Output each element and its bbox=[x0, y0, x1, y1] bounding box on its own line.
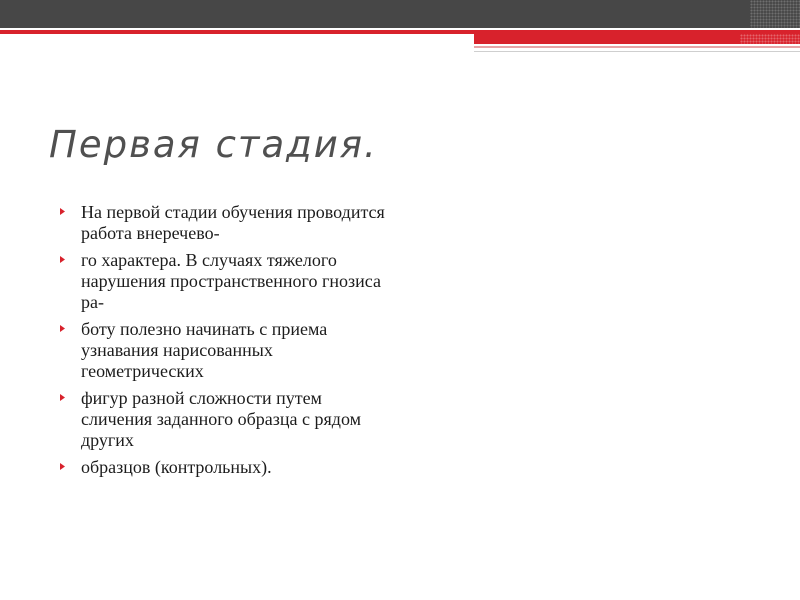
top-decorative-bar bbox=[0, 0, 800, 28]
bullet-text: образцов (контрольных). bbox=[81, 457, 272, 477]
slide-title: Первая стадия. bbox=[49, 123, 378, 166]
bullet-list bbox=[60, 202, 390, 484]
dot-pattern bbox=[750, 0, 800, 28]
triangle-bullet-icon bbox=[60, 325, 65, 332]
pink-accent-line bbox=[474, 46, 800, 48]
triangle-bullet-icon bbox=[60, 256, 65, 263]
bullet-item bbox=[60, 250, 390, 313]
triangle-bullet-icon bbox=[60, 463, 65, 470]
bullet-text: боту полезно начинать с приема узнавания нарисованных геометрических bbox=[81, 319, 328, 381]
bullet-text: го характера. В случаях тяжелого нарушения пространственного гнозиса ра- bbox=[81, 250, 381, 312]
bullet-text: фигур разной сложности путем сличения заданного образца с рядом других bbox=[81, 388, 361, 450]
bullet-item bbox=[60, 457, 390, 478]
dot-pattern bbox=[740, 34, 800, 44]
gray-accent-line bbox=[474, 51, 800, 52]
bullet-item bbox=[60, 388, 390, 451]
bullet-item bbox=[60, 319, 390, 382]
red-accent-band bbox=[474, 34, 800, 44]
triangle-bullet-icon bbox=[60, 394, 65, 401]
bullet-text: На первой стадии обучения проводится работа внеречево- bbox=[81, 202, 385, 243]
bullet-item bbox=[60, 202, 390, 244]
triangle-bullet-icon bbox=[60, 208, 65, 215]
